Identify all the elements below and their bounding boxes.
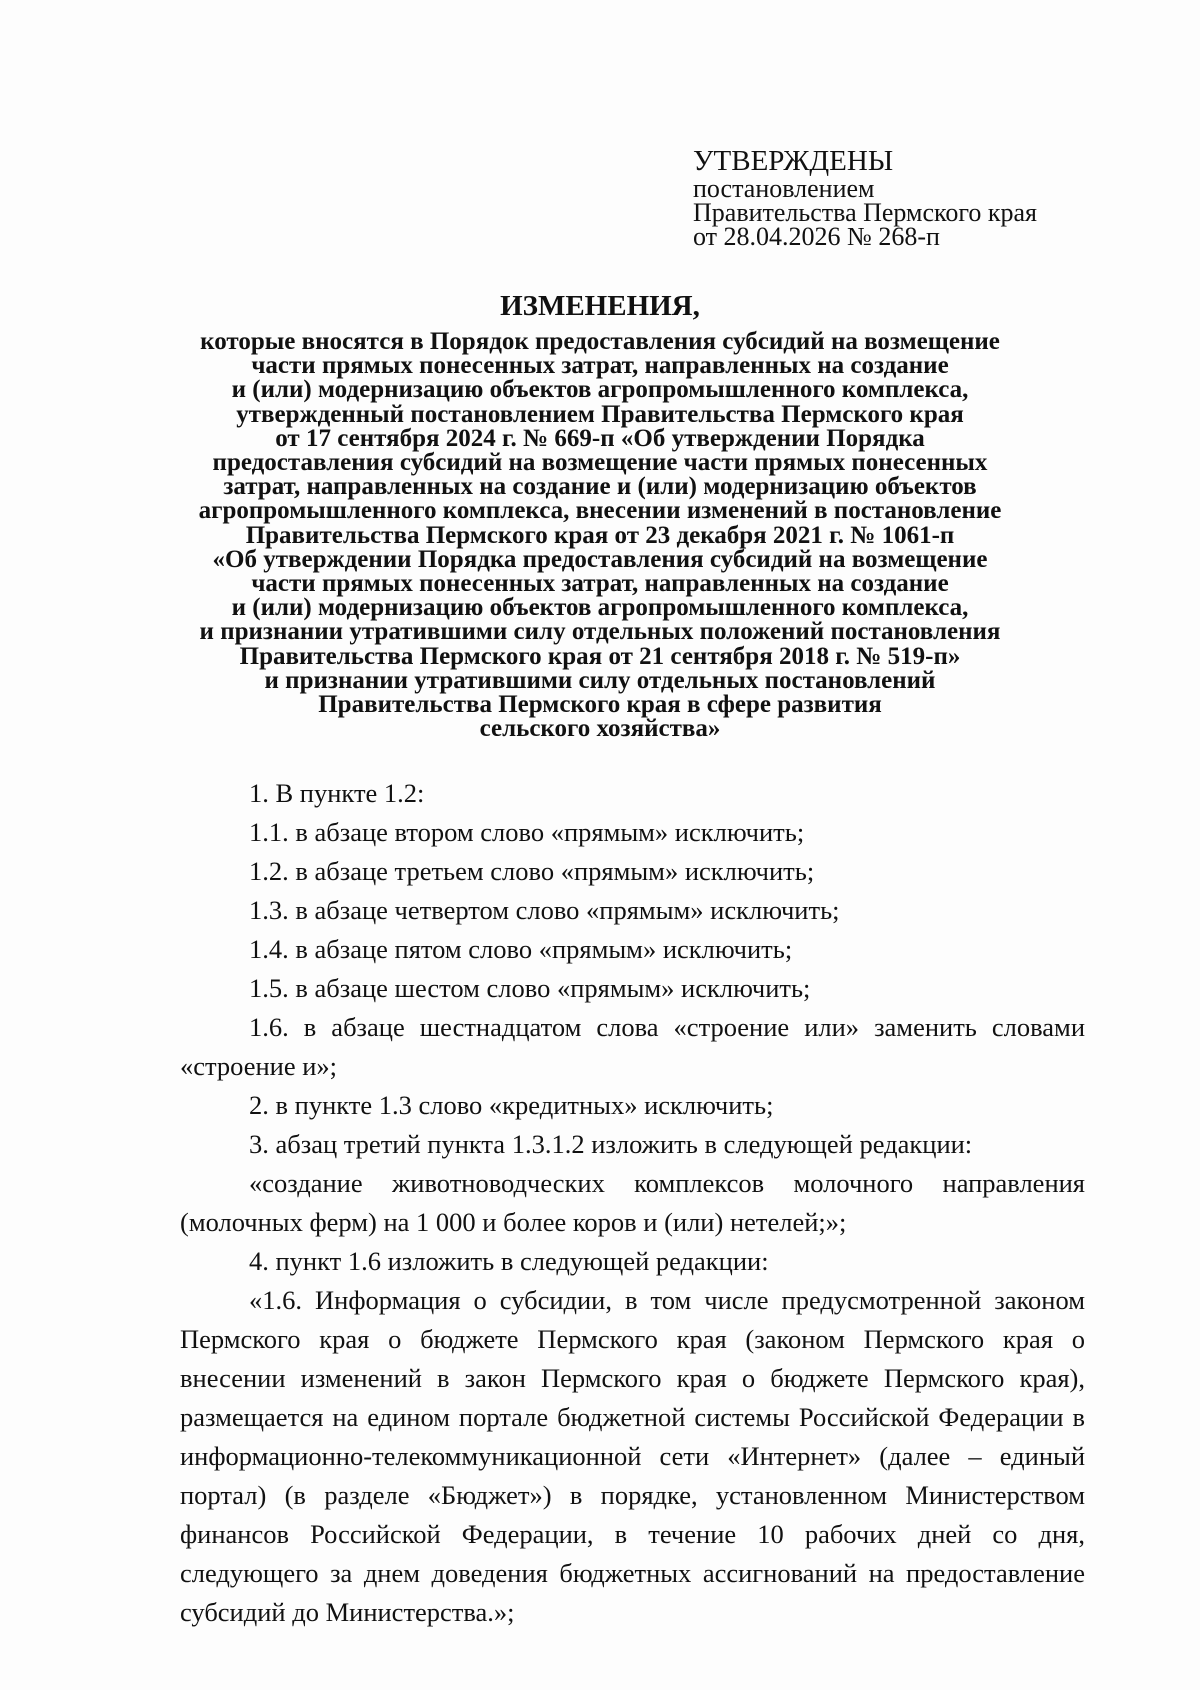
paragraph: 1.3. в абзаце четвертом слово «прямым» исключить; bbox=[249, 895, 840, 925]
paragraph: 1.2. в абзаце третьем слово «прямым» исключить; bbox=[249, 856, 815, 886]
subtitle-line: части прямых понесенных затрат, направленных на создание bbox=[251, 352, 949, 380]
document-body bbox=[180, 774, 1085, 1632]
paragraph: 1.6. в абзаце шестнадцатом слова «строение или» заменить словами «строение и»; bbox=[180, 1012, 1085, 1081]
paragraph: 1.1. в абзаце втором слово «прямым» исключить; bbox=[249, 817, 805, 847]
approval-title: УТВЕРЖДЕНЫ bbox=[693, 145, 894, 177]
paragraph: 1. В пункте 1.2: bbox=[249, 778, 425, 808]
subtitle-line: части прямых понесенных затрат, направленных на создание bbox=[251, 570, 949, 598]
approval-line: Правительства Пермского края bbox=[693, 198, 1037, 227]
subtitle-line: и признании утратившими силу отдельных постановлений bbox=[264, 666, 936, 694]
subtitle-line: предоставления субсидий на возмещение части прямых понесенных bbox=[212, 449, 988, 477]
paragraph: 3. абзац третий пункта 1.3.1.2 изложить в следующей редакции: bbox=[249, 1129, 973, 1159]
approval-stamp bbox=[693, 145, 1113, 249]
subtitle-line: и признании утратившими силу отдельных положений постановления bbox=[199, 618, 1001, 646]
subtitle-line: Правительства Пермского края в сфере развития bbox=[318, 691, 882, 719]
subtitle-line: «Об утверждении Порядка предоставления субсидий на возмещение bbox=[212, 545, 988, 573]
paragraph: 1.5. в абзаце шестом слово «прямым» исключить; bbox=[249, 973, 811, 1003]
document-subtitle bbox=[150, 330, 1050, 741]
paragraph: 4. пункт 1.6 изложить в следующей редакции: bbox=[249, 1246, 769, 1276]
paragraph: 2. в пункте 1.3 слово «кредитных» исключить; bbox=[249, 1090, 774, 1120]
approval-line: от 28.04.2026 № 268-п bbox=[693, 222, 940, 251]
approval-line: постановлением bbox=[693, 174, 875, 203]
subtitle-line: сельского хозяйства» bbox=[479, 715, 721, 743]
subtitle-line: Правительства Пермского края от 21 сентября 2018 г. № 519-п» bbox=[239, 642, 961, 670]
subtitle-line: агропромышленного комплекса, внесении изменений в постановление bbox=[198, 497, 1002, 525]
subtitle-line: затрат, направленных на создание и (или) модернизацию объектов bbox=[223, 473, 977, 501]
subtitle-line: которые вносятся в Порядок предоставления субсидий на возмещение bbox=[200, 328, 1000, 355]
paragraph: «1.6. Информация о субсидии, в том числе предусмотренной законом Пермского края о бюджете Пермского края (законом Пермского края о внесении изменений в закон Пермского края о бюджете Пермского края), размещается на едином портале бюджетной системы Российской Федерации в информационно-телекоммуникационной сети «Интернет» (далее – единый портал) (в разделе «Бюджет») в порядке, установленном Министерством финансов Российской Федерации, в течение 10 рабочих дней со дня, следующего за днем доведения бюджетных ассигнований на предоставление субсидий до Министерства.»; bbox=[180, 1285, 1085, 1627]
paragraph: 1.4. в абзаце пятом слово «прямым» исключить; bbox=[249, 934, 793, 964]
subtitle-line: и (или) модернизацию объектов агропромышленного комплекса, bbox=[231, 376, 969, 404]
subtitle-line: утвержденный постановлением Правительства Пермского края bbox=[236, 400, 964, 428]
paragraph: «создание животноводческих комплексов молочного направления (молочных ферм) на 1 000 и более коров и (или) нетелей;»; bbox=[180, 1168, 1085, 1237]
document-title: ИЗМЕНЕНИЯ, bbox=[500, 290, 700, 322]
subtitle-line: и (или) модернизацию объектов агропромышленного комплекса, bbox=[231, 594, 969, 622]
subtitle-line: от 17 сентября 2024 г. № 669-п «Об утверждении Порядка bbox=[275, 424, 925, 452]
subtitle-line: Правительства Пермского края от 23 декабря 2021 г. № 1061-п bbox=[245, 521, 955, 549]
